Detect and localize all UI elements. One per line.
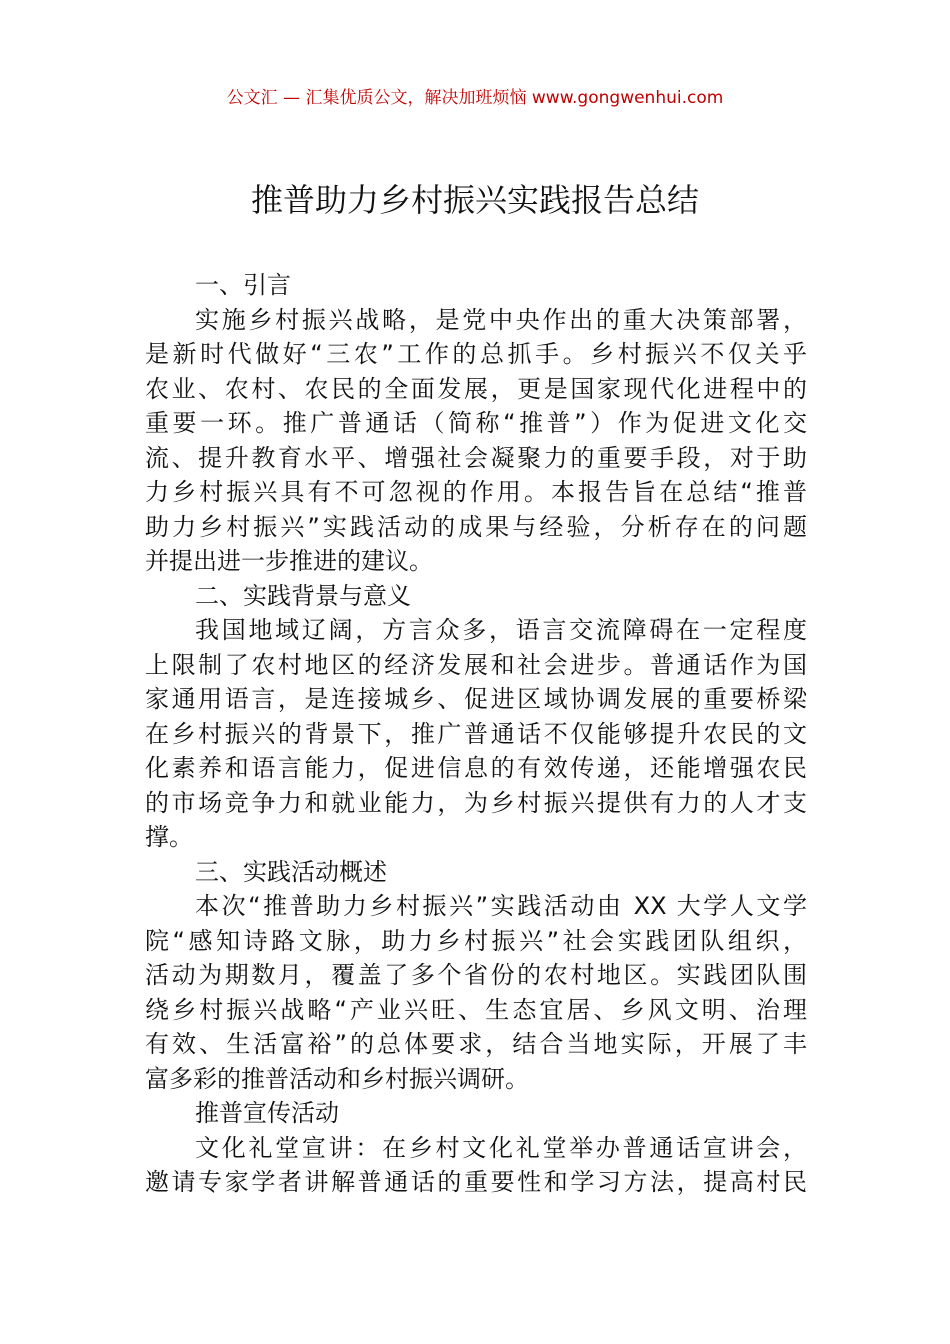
body-line: 重要一环。推广普通话（简称“推普”）作为促进文化交 bbox=[145, 409, 807, 437]
body-line: 流、提升教育水平、增强社会凝聚力的重要手段，对于助 bbox=[145, 443, 807, 472]
body-line: 有效、生活富裕”的总体要求，结合当地实际，开展了丰 bbox=[145, 1030, 807, 1058]
body-line: 活动为期数月，覆盖了多个省份的农村地区。实践团队围 bbox=[145, 961, 807, 989]
body-line: 化素养和语言能力，促进信息的有效传递，还能增强农民 bbox=[145, 754, 807, 782]
section-heading: 一、引言 bbox=[195, 271, 291, 299]
body-line: 助力乡村振兴”实践活动的成果与经验，分析存在的问题 bbox=[145, 512, 807, 541]
body-line: 并提出进一步推进的建议。 bbox=[145, 547, 433, 575]
body-line: 的市场竞争力和就业能力，为乡村振兴提供有力的人才支 bbox=[145, 788, 807, 817]
subsection-heading: 推普宣传活动 bbox=[195, 1099, 339, 1127]
section-heading: 三、实践活动概述 bbox=[195, 857, 387, 886]
document-body bbox=[145, 268, 807, 1200]
document-title: 推普助力乡村振兴实践报告总结 bbox=[250, 181, 699, 219]
section-heading: 二、实践背景与意义 bbox=[195, 581, 411, 610]
header-banner: 公文汇 — 汇集优质公文，解决加班烦恼 www.gongwenhui.com bbox=[226, 88, 724, 108]
body-line: 邀请专家学者讲解普通话的重要性和学习方法，提高村民 bbox=[145, 1168, 807, 1196]
body-line: 力乡村振兴具有不可忽视的作用。本报告旨在总结“推普 bbox=[145, 478, 807, 506]
body-line: 院“感知诗路文脉，助力乡村振兴”社会实践团队组织， bbox=[145, 926, 807, 955]
body-line: 实施乡村振兴战略，是党中央作出的重大决策部署， bbox=[195, 305, 807, 334]
body-line: 上限制了农村地区的经济发展和社会进步。普通话作为国 bbox=[145, 650, 807, 679]
body-line: 撑。 bbox=[145, 823, 193, 851]
body-line: 家通用语言，是连接城乡、促进区域协调发展的重要桥梁 bbox=[145, 685, 807, 713]
body-line: 文化礼堂宣讲：在乡村文化礼堂举办普通话宣讲会， bbox=[195, 1133, 807, 1162]
body-line: 本次“推普助力乡村振兴”实践活动由 XX 大学人文学 bbox=[195, 892, 807, 920]
body-line: 富多彩的推普活动和乡村振兴调研。 bbox=[145, 1064, 529, 1093]
body-line: 在乡村振兴的背景下，推广普通话不仅能够提升农民的文 bbox=[145, 719, 807, 748]
body-line: 我国地域辽阔，方言众多，语言交流障碍在一定程度 bbox=[195, 616, 807, 644]
body-line: 是新时代做好“三农”工作的总抓手。乡村振兴不仅关乎 bbox=[145, 340, 807, 368]
body-line: 农业、农村、农民的全面发展，更是国家现代化进程中的 bbox=[145, 374, 807, 403]
body-line: 绕乡村振兴战略“产业兴旺、生态宜居、乡风文明、治理 bbox=[145, 995, 807, 1024]
